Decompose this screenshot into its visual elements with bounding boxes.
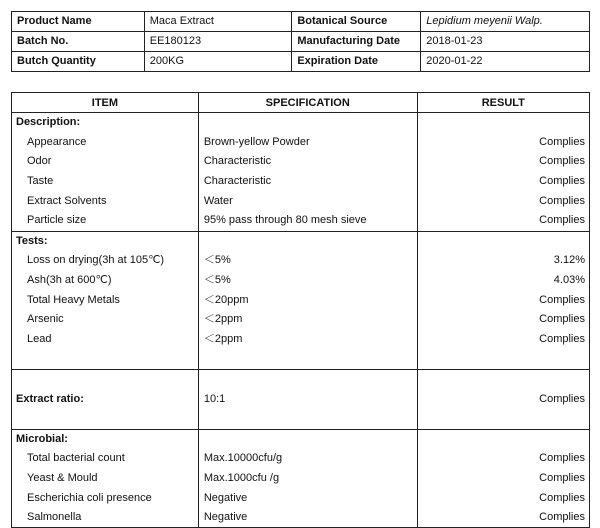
expiration-date-value: 2020-01-22 bbox=[421, 52, 590, 72]
section-row bbox=[12, 113, 590, 133]
result-cell: Complies bbox=[417, 488, 589, 508]
table-row bbox=[12, 152, 590, 172]
result-cell: Complies bbox=[417, 290, 589, 310]
result-cell: Complies bbox=[417, 449, 589, 469]
product-name-value: Maca Extract bbox=[144, 12, 292, 32]
item-cell: Particle size bbox=[12, 211, 199, 231]
table-row bbox=[12, 191, 590, 211]
table-row bbox=[12, 469, 590, 489]
section-title-microbial: Microbial: bbox=[12, 429, 199, 449]
result-cell: Complies bbox=[417, 191, 589, 211]
spec-cell: ＜2ppm bbox=[198, 310, 417, 330]
table-row bbox=[12, 508, 590, 528]
section-title-description: Description: bbox=[12, 113, 199, 133]
item-cell: Escherichia coli presence bbox=[12, 488, 199, 508]
info-row bbox=[12, 12, 590, 32]
table-row bbox=[12, 290, 590, 310]
batch-no-value: EE180123 bbox=[144, 32, 292, 52]
spec-cell: ＜5% bbox=[198, 251, 417, 271]
product-info-table bbox=[11, 11, 590, 72]
spacer-row bbox=[12, 369, 590, 389]
spec-cell: 95% pass through 80 mesh sieve bbox=[198, 211, 417, 231]
spec-cell: Characteristic bbox=[198, 172, 417, 192]
product-name-label: Product Name bbox=[12, 12, 145, 32]
result-cell: 3.12% bbox=[417, 251, 589, 271]
info-row bbox=[12, 32, 590, 52]
table-row bbox=[12, 271, 590, 291]
batch-quantity-label: Butch Quantity bbox=[12, 52, 145, 72]
table-row bbox=[12, 449, 590, 469]
spec-cell: Characteristic bbox=[198, 152, 417, 172]
manufacturing-date-label: Manufacturing Date bbox=[292, 32, 421, 52]
botanical-source-label: Botanical Source bbox=[292, 12, 421, 32]
spec-cell: 10:1 bbox=[198, 389, 417, 409]
section-title-extract-ratio: Extract ratio: bbox=[12, 389, 199, 409]
manufacturing-date-value: 2018-01-23 bbox=[421, 32, 590, 52]
section-row bbox=[12, 429, 590, 449]
expiration-date-label: Expiration Date bbox=[292, 52, 421, 72]
table-row bbox=[12, 172, 590, 192]
section-title-tests: Tests: bbox=[12, 231, 199, 251]
spacer-row bbox=[12, 349, 590, 369]
batch-quantity-value: 200KG bbox=[144, 52, 292, 72]
table-row bbox=[12, 488, 590, 508]
column-header-item: ITEM bbox=[12, 93, 199, 113]
spec-cell: ＜5% bbox=[198, 271, 417, 291]
item-cell: Arsenic bbox=[12, 310, 199, 330]
table-row bbox=[12, 389, 590, 409]
table-row bbox=[12, 330, 590, 350]
spec-cell: ＜20ppm bbox=[198, 290, 417, 310]
item-cell: Lead bbox=[12, 330, 199, 350]
table-row bbox=[12, 133, 590, 153]
spacer-row bbox=[12, 409, 590, 429]
section-row bbox=[12, 231, 590, 251]
spec-cell: Max.10000cfu/g bbox=[198, 449, 417, 469]
item-cell: Total bacterial count bbox=[12, 449, 199, 469]
result-cell: Complies bbox=[417, 133, 589, 153]
spec-cell: ＜2ppm bbox=[198, 330, 417, 350]
result-cell: Complies bbox=[417, 389, 589, 409]
batch-no-label: Batch No. bbox=[12, 32, 145, 52]
result-cell: Complies bbox=[417, 152, 589, 172]
result-cell: Complies bbox=[417, 330, 589, 350]
item-cell: Extract Solvents bbox=[12, 191, 199, 211]
botanical-source-value: Lepidium meyenii Walp. bbox=[421, 12, 590, 32]
result-cell: Complies bbox=[417, 172, 589, 192]
result-cell: Complies bbox=[417, 508, 589, 528]
spec-cell: Negative bbox=[198, 508, 417, 528]
table-row bbox=[12, 310, 590, 330]
result-cell: Complies bbox=[417, 211, 589, 231]
item-cell: Yeast & Mould bbox=[12, 469, 199, 489]
item-cell: Appearance bbox=[12, 133, 199, 153]
table-row bbox=[12, 211, 590, 231]
spec-cell: Brown-yellow Powder bbox=[198, 133, 417, 153]
spec-cell: Water bbox=[198, 191, 417, 211]
specification-table bbox=[11, 92, 590, 528]
column-header-result: RESULT bbox=[417, 93, 589, 113]
item-cell: Odor bbox=[12, 152, 199, 172]
result-cell: Complies bbox=[417, 469, 589, 489]
item-cell: Loss on drying(3h at 105℃) bbox=[12, 251, 199, 271]
info-row bbox=[12, 52, 590, 72]
item-cell: Taste bbox=[12, 172, 199, 192]
item-cell: Ash(3h at 600℃) bbox=[12, 271, 199, 291]
item-cell: Total Heavy Metals bbox=[12, 290, 199, 310]
spec-cell: Negative bbox=[198, 488, 417, 508]
column-header-specification: SPECIFICATION bbox=[198, 93, 417, 113]
table-row bbox=[12, 251, 590, 271]
spec-cell: Max.1000cfu /g bbox=[198, 469, 417, 489]
item-cell: Salmonella bbox=[12, 508, 199, 528]
result-cell: Complies bbox=[417, 310, 589, 330]
header-row bbox=[12, 93, 590, 113]
result-cell: 4.03% bbox=[417, 271, 589, 291]
